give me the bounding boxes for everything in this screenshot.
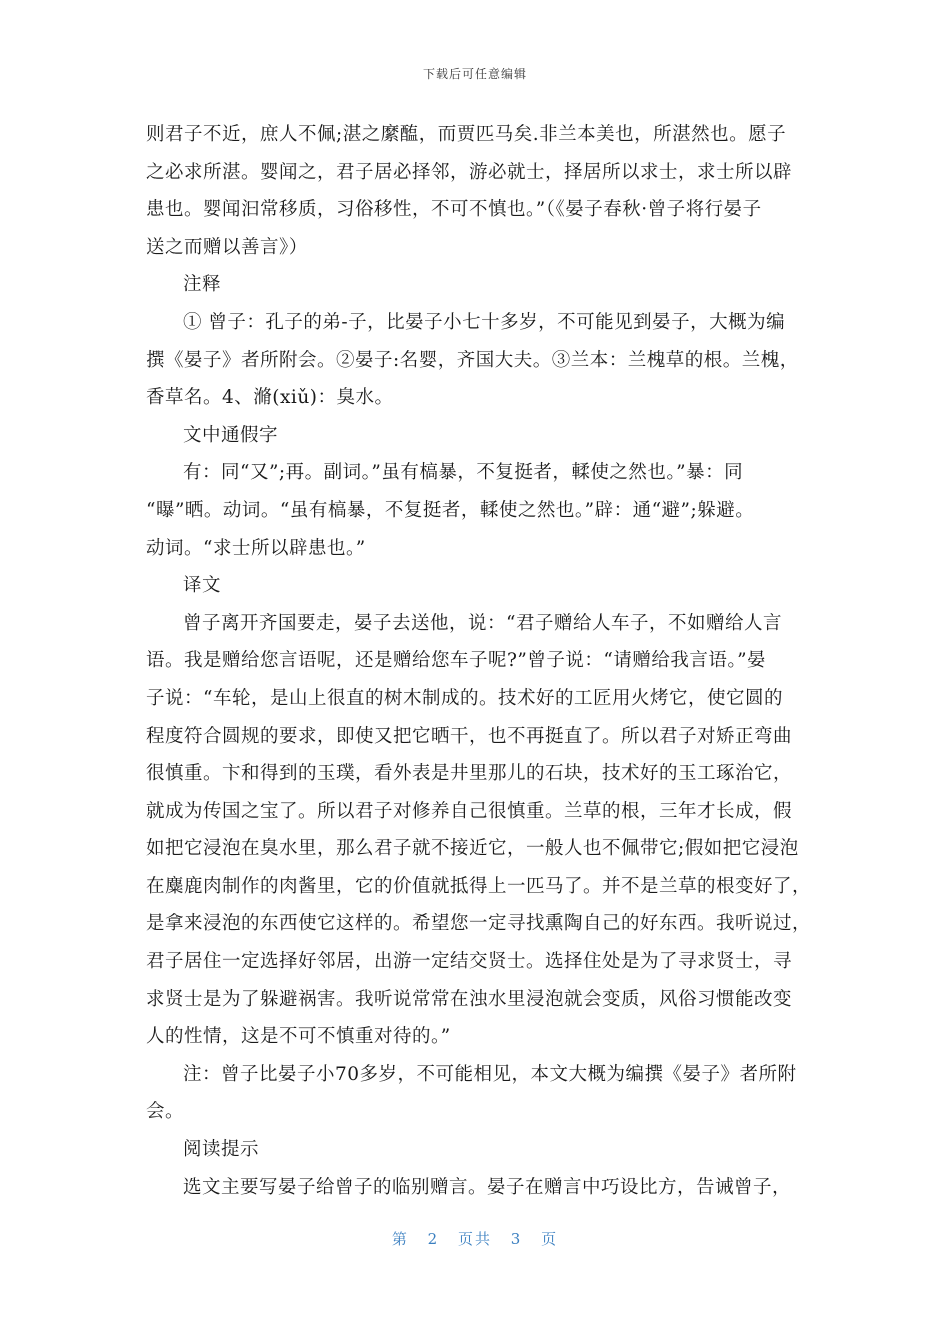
text-line: 在麋鹿肉制作的肉酱里，它的价值就抵得上一匹马了。并不是兰草的根变好了， (146, 875, 812, 897)
text-line: 患也。婴闻汩常移质，习俗移性，不可不慎也。”（《晏子春秋·曾子将行晏子 (146, 199, 762, 221)
text-line: 程度符合圆规的要求，即使又把它晒干，也不再挺直了。所以君子对矫正弯曲 (146, 725, 793, 747)
text-line: 香草名。4、滫(xiǔ)：臭水。 (146, 387, 394, 409)
text-line: 阅读提示 (183, 1139, 260, 1161)
text-line: 人的性情，这是不可不慎重对待的。” (146, 1026, 451, 1048)
text-line: 注释 (183, 274, 222, 296)
text-line: 求贤士是为了躲避祸害。我听说常常在浊水里浸泡就会变质，风俗习惯能改变 (146, 988, 793, 1010)
text-line: 会。 (146, 1101, 185, 1123)
text-line: 选文主要写晏子给曾子的临别赠言。晏子在赠言中巧设比方，告诫曾子， (183, 1176, 792, 1198)
text-line: 语。我是赠给您言语呢，还是赠给您车子呢?”曾子说：“请赠给我言语。”晏 (146, 650, 767, 672)
text-line: 很慎重。卞和得到的玉璞，看外表是井里那儿的石块，技术好的玉工琢治它， (146, 763, 793, 785)
text-line: 译文 (183, 575, 222, 597)
text-line: 之必求所湛。婴闻之，君子居必择邻，游必就士，择居所以求士，求士所以辟 (146, 161, 793, 183)
text-line: 送之而赠以善言》） (146, 236, 308, 258)
text-line: 则君子不近，庶人不佩;湛之縻醢，而贾匹马矣.非兰本美也，所湛然也。愿子 (146, 124, 787, 145)
text-line: 是拿来浸泡的东西使它这样的。希望您一定寻找熏陶自己的好东西。我听说过， (146, 913, 812, 935)
text-line: ① 曾子：孔子的弟-子，比晏子小七十多岁，不可能见到晏子，大概为编 (183, 311, 786, 333)
text-line: 注：曾子比晏子小70多岁，不可能相见，本文大概为编撰《晏子》者所附 (183, 1063, 797, 1085)
page-header: 下载后可任意编辑 (422, 67, 527, 81)
text-line: 子说：“车轮，是山上很直的树木制成的。技术好的工匠用火烤它，使它圆的 (146, 687, 783, 709)
text-line: 文中通假字 (183, 424, 279, 446)
page-footer: 第 2 页共 3 页 (391, 1230, 559, 1248)
text-line: 撰《晏子》者所附会。②晏子:名婴，齐国大夫。③兰本：兰槐草的根。兰槐， (146, 349, 799, 371)
text-line: 君子居住一定选择好邻居，出游一定结交贤士。选择住处是为了寻求贤士，寻 (146, 951, 793, 973)
text-line: 动词。“求士所以辟患也。” (146, 537, 366, 559)
text-line: 就成为传国之宝了。所以君子对修养自己很慎重。兰草的根，三年才长成，假 (146, 800, 793, 822)
document-body (146, 116, 826, 1206)
text-line: “曝”晒。动词。“虽有槁暴，不复挺者，輮使之然也。”辟：通“避”;躲避。 (146, 499, 755, 521)
text-line: 曾子离开齐国要走，晏子去送他，说：“君子赠给人车子，不如赠给人言 (183, 612, 782, 634)
text-line: 有：同“又”;再。副词。”虽有槁暴，不复挺者，輮使之然也。”暴：同 (183, 462, 744, 484)
text-line: 如把它浸泡在臭水里，那么君子就不接近它，一般人也不佩带它;假如把它浸泡 (146, 838, 799, 860)
